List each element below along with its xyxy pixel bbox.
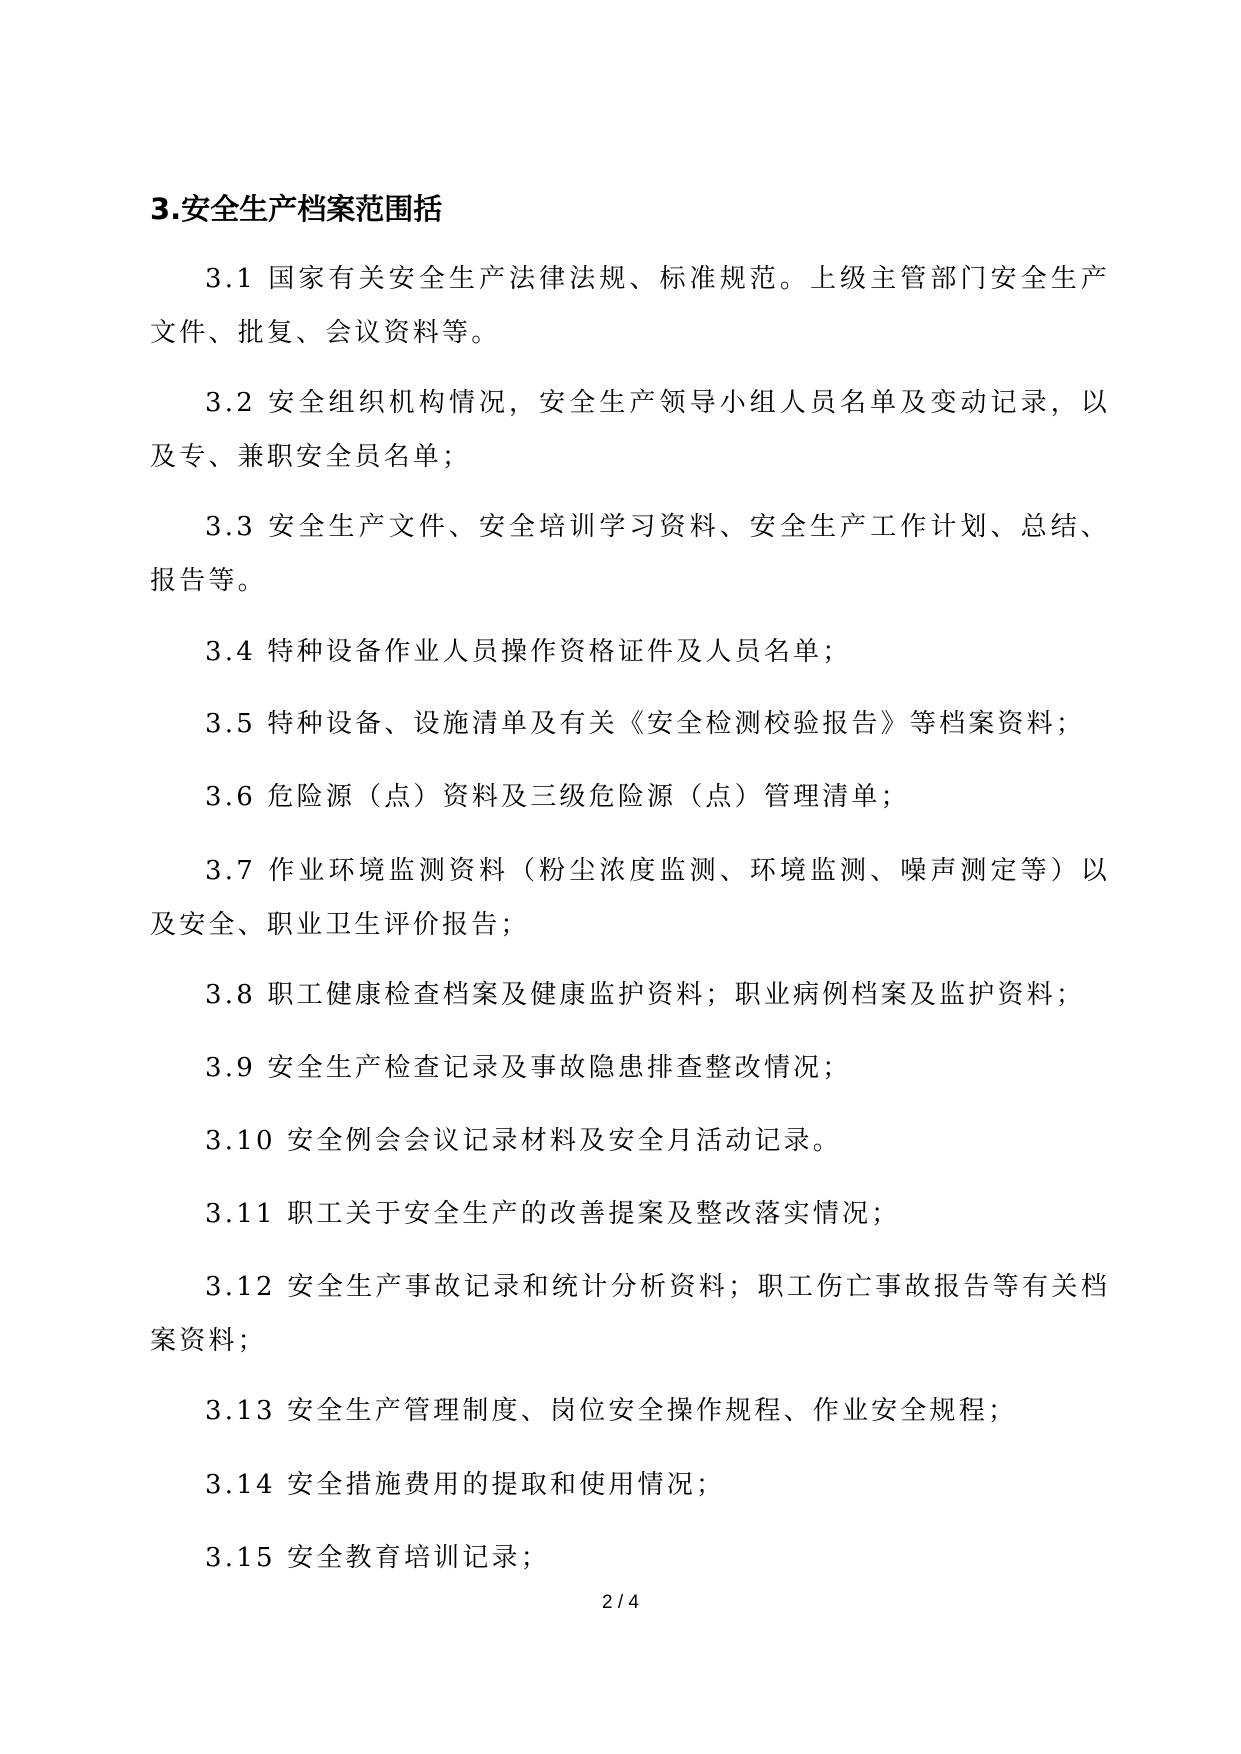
list-item-3-5: 3.5 特种设备、设施清单及有关《安全检测校验报告》等档案资料； bbox=[205, 709, 1086, 739]
section-heading: 3.安全生产档案范围括 bbox=[150, 192, 443, 226]
list-item-3-7: 3.7 作业环境监测资料（粉尘浓度监测、环境监测、噪声测定等）以及安全、职业卫生评价报告； bbox=[150, 856, 1110, 940]
list-item-3-10: 3.10 安全例会会议记录材料及安全月活动记录。 bbox=[205, 1126, 842, 1156]
list-item-3-9: 3.9 安全生产检查记录及事故隐患排查整改情况； bbox=[205, 1053, 852, 1083]
list-item-3-14: 3.14 安全措施费用的提取和使用情况； bbox=[205, 1470, 726, 1500]
list-item-3-1: 3.1 国家有关安全生产法律法规、标准规范。上级主管部门安全生产文件、批复、会议资料等。 bbox=[150, 264, 1110, 348]
list-item-3-8: 3.8 职工健康检查档案及健康监护资料；职业病例档案及监护资料； bbox=[205, 980, 1086, 1010]
list-item-3-12: 3.12 安全生产事故记录和统计分析资料；职工伤亡事故报告等有关档案资料； bbox=[150, 1272, 1110, 1356]
list-item-3-2: 3.2 安全组织机构情况，安全生产领导小组人员名单及变动记录，以及专、兼职安全员名单； bbox=[150, 388, 1110, 472]
list-item-3-3: 3.3 安全生产文件、安全培训学习资料、安全生产工作计划、总结、报告等。 bbox=[150, 512, 1110, 596]
list-item-3-15: 3.15 安全教育培训记录； bbox=[205, 1543, 550, 1573]
list-item-3-6: 3.6 危险源（点）资料及三级危险源（点）管理清单； bbox=[205, 782, 910, 812]
list-item-3-4: 3.4 特种设备作业人员操作资格证件及人员名单； bbox=[205, 637, 852, 667]
list-item-3-11: 3.11 职工关于安全生产的改善提案及整改落实情况； bbox=[205, 1199, 901, 1229]
page-number: 2 / 4 bbox=[602, 1592, 639, 1613]
list-item-3-13: 3.13 安全生产管理制度、岗位安全操作规程、作业安全规程； bbox=[205, 1396, 1018, 1426]
